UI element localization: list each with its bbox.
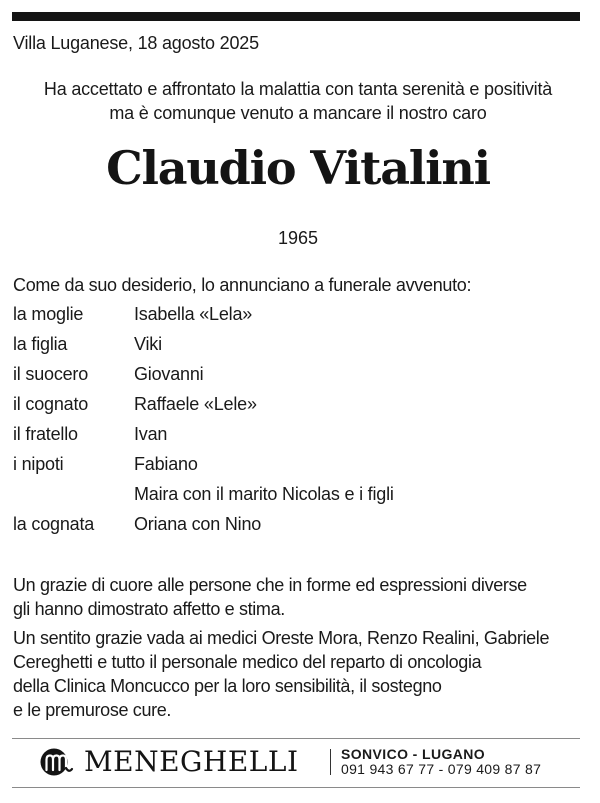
relative-row [13, 364, 583, 394]
deceased-name: Claudio Vitalini [106, 141, 490, 195]
relative-row [13, 454, 583, 484]
announcement-text: Come da suo desiderio, lo annunciano a funerale avvenuto: [13, 275, 472, 295]
intro-line: ma è comunque venuto a mancare il nostro caro [109, 103, 487, 123]
relative-role: la moglie [13, 304, 84, 324]
relative-name: Fabiano [134, 454, 198, 474]
thanks-line: e le premurose cure. [13, 700, 172, 720]
relative-name: Raffaele «Lele» [134, 394, 257, 414]
relative-name: Giovanni [134, 364, 204, 384]
relative-name: Isabella «Lela» [134, 304, 253, 324]
relative-role: il fratello [13, 424, 78, 444]
thanks-line: gli hanno dimostrato affetto e stima. [13, 599, 285, 619]
relatives-list [13, 304, 583, 544]
footer-divider [330, 749, 331, 775]
relative-row [13, 514, 583, 544]
relative-row [13, 304, 583, 334]
relative-role: la figlia [13, 334, 68, 354]
relative-role: i nipoti [13, 454, 64, 474]
place-date: Villa Luganese, 18 agosto 2025 [13, 33, 259, 53]
funeral-home-phones: 091 943 67 77 - 079 409 87 87 [341, 761, 542, 777]
top-border-rule [12, 12, 580, 21]
relative-role: la cognata [13, 514, 95, 534]
relative-row [13, 484, 583, 514]
relative-row [13, 394, 583, 424]
relative-row [13, 424, 583, 454]
relative-name: Viki [134, 334, 162, 354]
birth-year: 1965 [277, 228, 319, 248]
relative-role: il suocero [13, 364, 89, 384]
thanks-line: Un grazie di cuore alle persone che in forme ed espressioni diverse [13, 575, 527, 595]
medical-thanks-paragraph [13, 626, 588, 722]
intro-text [0, 77, 596, 125]
meneghelli-logo-icon [38, 746, 74, 778]
relative-name: Ivan [134, 424, 168, 444]
relative-name: Oriana con Nino [134, 514, 262, 534]
footer-bottom-rule [12, 787, 580, 788]
relative-row [13, 334, 583, 364]
thanks-line: Un sentito grazie vada ai medici Oreste Mora, Renzo Realini, Gabriele [13, 628, 550, 648]
thanks-line: Cereghetti e tutto il personale medico del reparto di oncologia [13, 652, 482, 672]
thanks-paragraph [13, 573, 588, 621]
funeral-home-location: SONVICO - LUGANO [341, 746, 486, 762]
footer-top-rule [12, 738, 580, 739]
funeral-home-brand: MENEGHELLI [84, 745, 299, 778]
relative-name: Maira con il marito Nicolas e i figli [134, 484, 394, 504]
relative-role: il cognato [13, 394, 89, 414]
thanks-line: della Clinica Moncucco per la loro sensibilità, il sostegno [13, 676, 442, 696]
intro-line: Ha accettato e affrontato la malattia con tanta serenità e positività [43, 79, 553, 99]
